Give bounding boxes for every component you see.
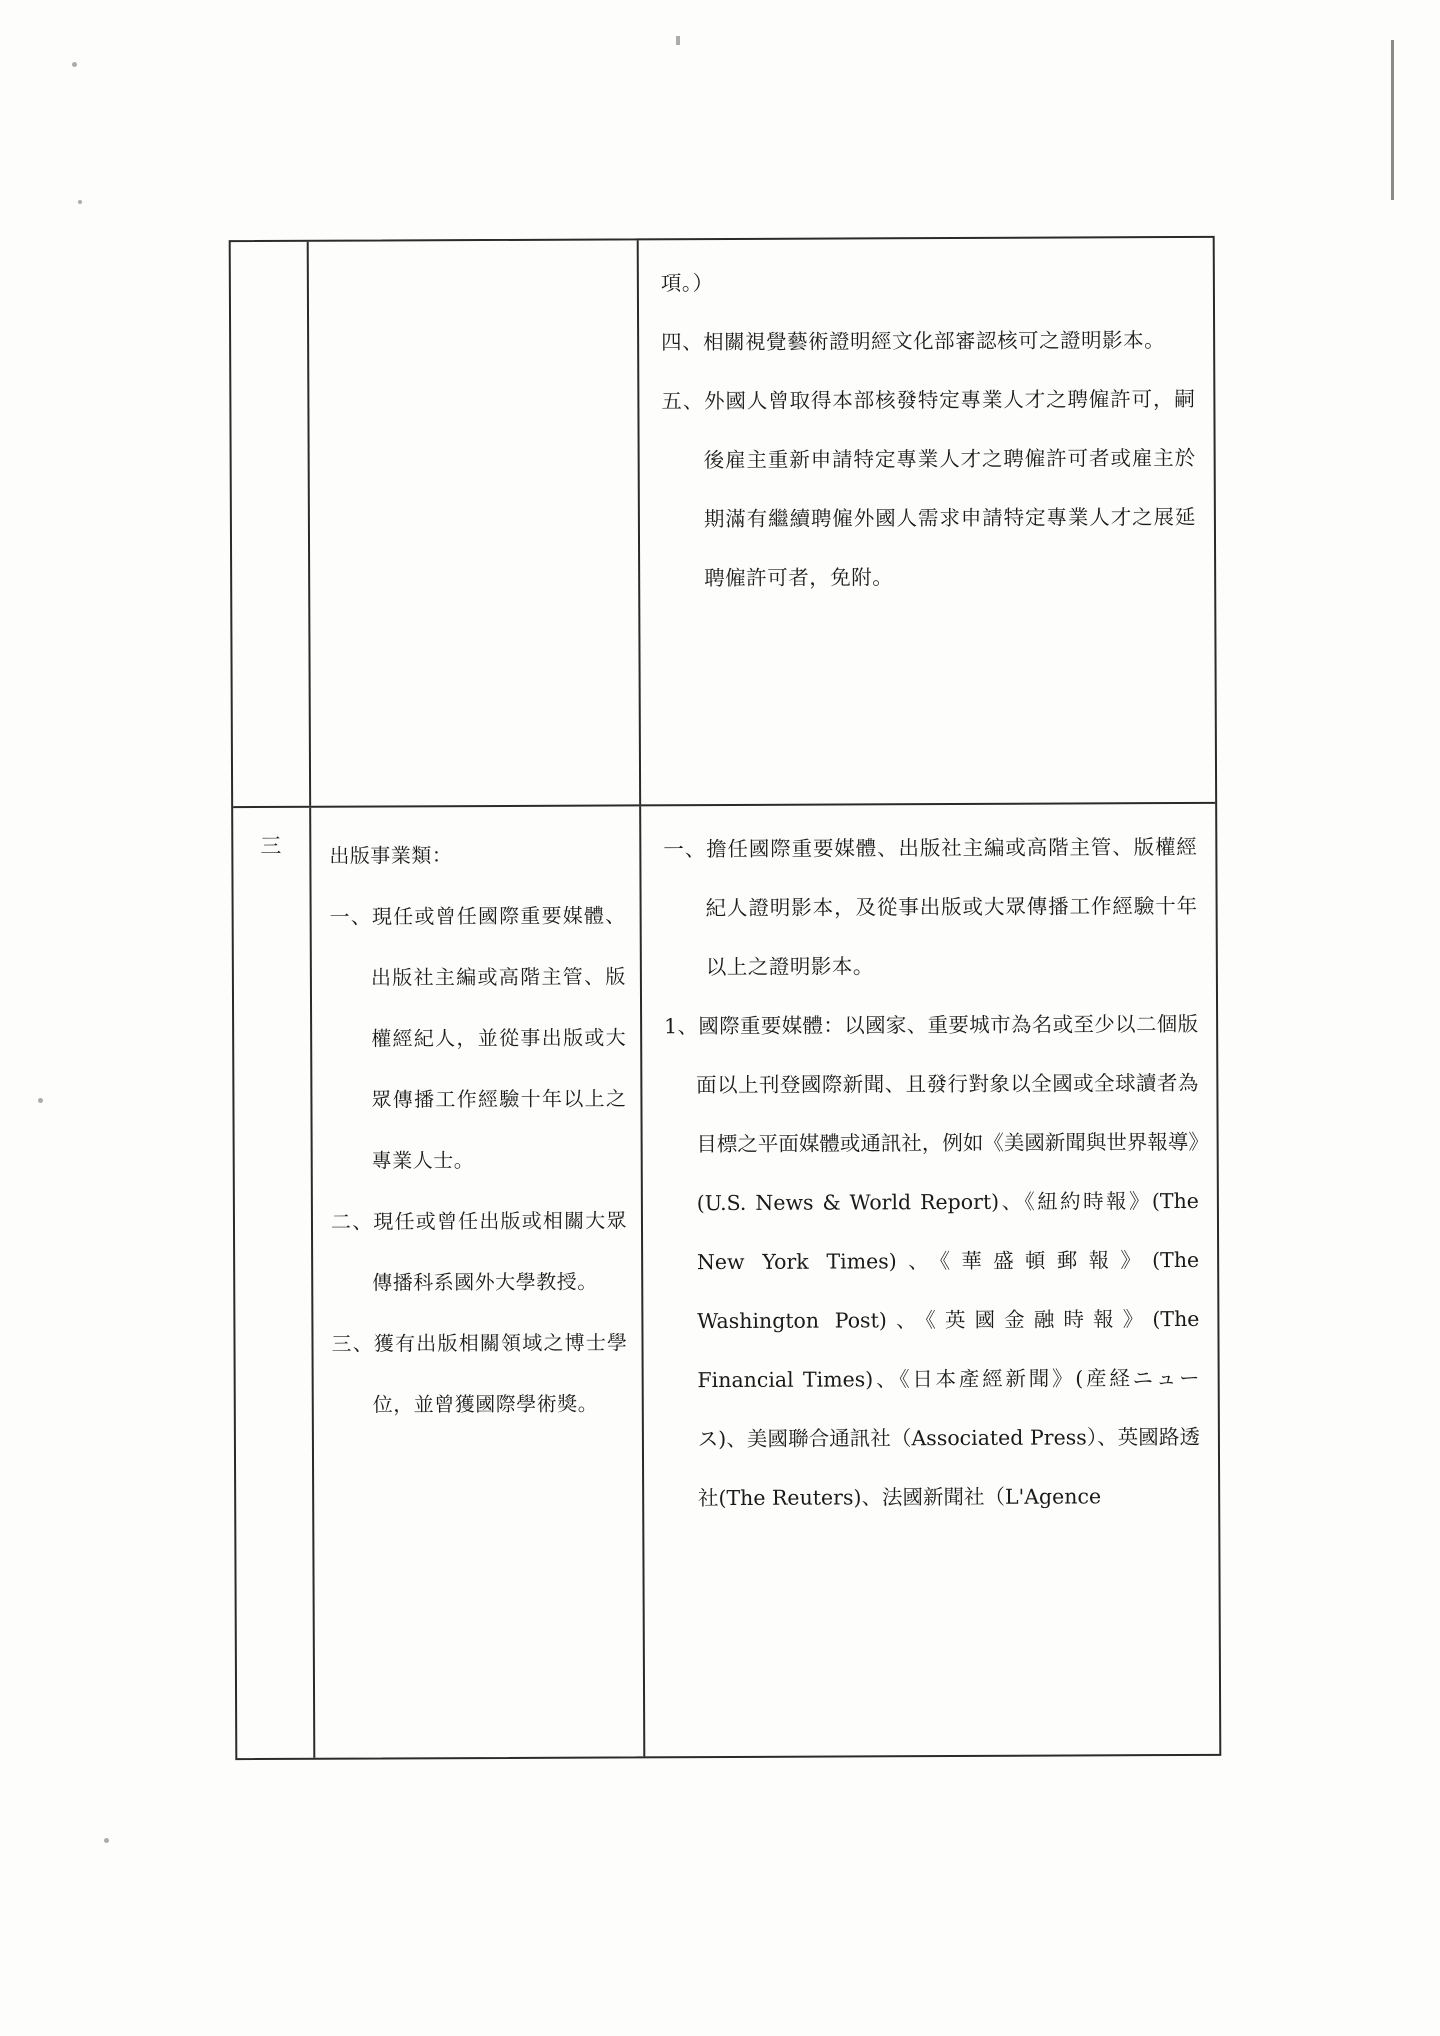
criteria-cell — [311, 806, 645, 1758]
paragraph: 五、外國人曾取得本部核發特定專業人才之聘僱許可，嗣後雇主重新申請特定專業人才之聘僱許可者或雇主於期滿有繼續聘僱外國人需求申請特定專業人才之展延聘僱許可者，免附。 — [661, 386, 1196, 591]
paragraph: 二、現任或曾任出版或相關大眾傳播科系國外大學教授。 — [330, 1207, 628, 1295]
criteria-cell — [309, 240, 641, 805]
paragraph: 1、國際重要媒體：以國家、重要城市為名或至少以二個版面以上刊登國際新聞、且發行對象以全國或全球讀者為目標之平面媒體或通訊社，例如《美國新聞與世界報導》(U.S. News & World Report)、《紐約時報》(The New York Times)、《華盛頓郵報》(The Washington Post)、《英國金融時報》(The Financial Times)、《日本產經新聞》(産経ニュース)、美國聯合通訊社（Associated Press）、英國路透社(The Reuters)、法國新聞社（L'Agence — [664, 1011, 1200, 1510]
paragraph: 四、相關視覺藝術證明經文化部審認核可之證明影本。 — [661, 328, 1166, 355]
row-number-cell — [233, 807, 315, 1758]
paragraph: 一、現任或曾任國際重要媒體、出版社主編或高階主管、版權經紀人，並從事出版或大眾傳播工作經驗十年以上之專業人士。 — [329, 902, 627, 1173]
category-title: 出版事業類： — [329, 842, 453, 868]
table-row — [231, 238, 1215, 806]
scan-speck — [78, 200, 82, 204]
documents-cell — [639, 238, 1215, 804]
row-number: 三 — [260, 833, 283, 858]
table-row — [233, 801, 1219, 1758]
scan-speck — [72, 62, 77, 67]
row-number-cell — [231, 242, 311, 806]
paragraph: 項。） — [660, 271, 714, 296]
scan-speck — [38, 1098, 43, 1103]
paragraph: 三、獲有出版相關領域之博士學位，並曾獲國際學術獎。 — [331, 1329, 628, 1417]
scan-edge-artifact — [1391, 40, 1394, 200]
scan-speck — [104, 1838, 109, 1843]
regulation-table — [229, 236, 1222, 1760]
paragraph: 一、擔任國際重要媒體、出版社主編或高階主管、版權經紀人證明影本，及從事出版或大眾傳播工作經驗十年以上之證明影本。 — [663, 834, 1198, 979]
documents-cell — [641, 803, 1219, 1756]
scan-speck — [676, 36, 680, 45]
